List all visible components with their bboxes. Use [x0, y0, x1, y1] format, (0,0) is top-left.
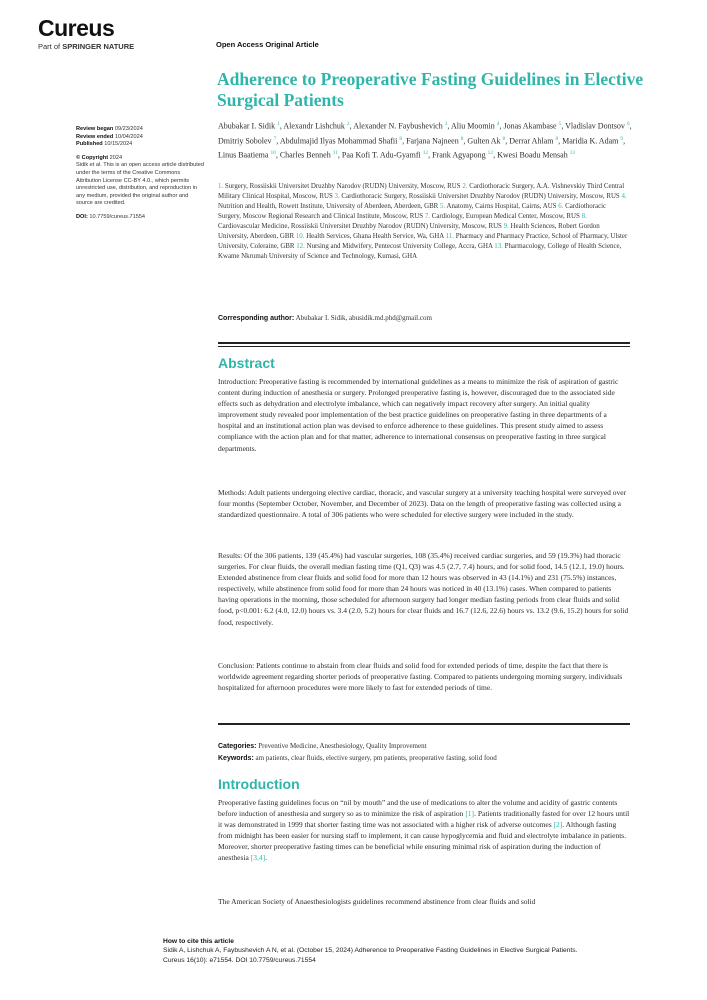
- affiliation-number: 12.: [296, 243, 305, 250]
- abstract-top-rule-thin: [218, 346, 630, 347]
- author-name[interactable]: Frank Agyapong: [432, 150, 486, 160]
- categories-keywords: [218, 741, 630, 764]
- abstract-results: Results: Of the 306 patients, 139 (45.4%) had vascular surgeries, 108 (35.4%) received cardiac surgeries, and 59 (19.3%) had thoracic surgeries. For clear fluids, the overall median fasting time (Q1, Q3) was 4.5 (2.7, 7.4) hours, and for solid food, 14.5 (12.1, 19.0) hours. Extended abstinence from clear fluids and solid food for more than 12 hours was observed in 43 (14.1%) and 231 (75.5%) instances, respectively, while abstinence from solid food for more than 24 hours was noticed in 40 (13.1%) cases. When compared to patients having operations in the morning, those scheduled for afternoon surgery had longer median fasting periods from clear fluids and solid food, p<0.001: 6.2 (4.0, 12.0) hours vs. 3.4 (2.0, 5.2) hours for clear fluids and 16.7 (12.6, 22.6) hours vs. 13.2 (9.6, 15.2) hours for solid food, respectively.: [218, 551, 629, 627]
- author-name[interactable]: Linus Baatiema: [218, 150, 269, 160]
- author-affiliation-number: 4: [496, 121, 500, 127]
- author-name[interactable]: Jonas Akambase: [503, 121, 557, 131]
- affiliation-text: Cardiovascular Medicine, Rossiiskii Universitet Druzhby Narodov (RUDN) University, Moscow, RUS: [218, 223, 502, 230]
- logo-subline: Part of SPRINGER NATURE: [38, 42, 135, 51]
- corresponding-author: Corresponding author: Abubakar I. Sidik, abusidik.md.phd@gmail.com: [218, 314, 432, 322]
- author-affiliation-number: 3: [444, 121, 448, 127]
- affiliation-text: Nutrition and Health, Rowett Institute, University of Aberdeen, Aberdeen, GBR: [218, 203, 439, 210]
- affiliation-text: Pharmacy and Pharmacy Practice, School of Pharmacy, Ulster University, Coleraine, GBR: [218, 233, 628, 250]
- affiliation-number: 7.: [424, 213, 430, 220]
- author-affiliation-number: 13: [569, 150, 576, 157]
- author-affiliation-number: 8: [502, 135, 506, 142]
- affiliation-number: 9.: [503, 223, 509, 230]
- affiliation-number: 5.: [440, 203, 446, 210]
- categories-line: Categories: Preventive Medicine, Anesthesiology, Quality Improvement: [218, 742, 427, 750]
- affiliation-number: 8.: [581, 213, 587, 220]
- affiliation-text: Pharmacology, College of Health Science, Kwame Nkrumah University of Science and Technology, Kumasi, GHA: [218, 243, 622, 260]
- cureus-logo[interactable]: [38, 16, 134, 51]
- article-type-label: Open Access Original Article: [216, 40, 319, 49]
- author-name[interactable]: Aliu Moomin: [450, 121, 495, 131]
- affiliation-number: 11.: [445, 233, 454, 240]
- affiliation-number: 3.: [334, 193, 340, 200]
- how-to-cite: [163, 937, 663, 965]
- logo-wordmark: Cureus: [38, 15, 115, 41]
- author-name[interactable]: Abubakar I. Sidik: [218, 121, 276, 131]
- author-name[interactable]: Alexander N. Faybushevich: [353, 121, 443, 131]
- author-affiliation-number: 12: [422, 150, 429, 157]
- author-affiliation-number: 2: [346, 121, 350, 127]
- keywords-line: Keywords: am patients, clear fluids, elective surgery, pm patients, preoperative fasting, solid food: [218, 753, 497, 762]
- author-name[interactable]: Abdulmajid Ilyas Mohammad Shafii: [279, 136, 398, 146]
- affiliation-text: Cardiothoracic Surgery, A.A. Vishnevskiy Third Central Military Clinical Hospital, Moscow, RUS: [218, 183, 625, 200]
- abstract-conclusion: Conclusion: Patients continue to abstain from clear fluids and solid food for extended periods of time, despite the fact that there is worldwide agreement regarding shorter periods of preoperative fasting. Compared to patients undergoing morning surgery, individuals hospitalized for afternoon procedures were more likely to fast for extended periods of time.: [218, 661, 623, 693]
- author-affiliation-number: 10: [270, 150, 276, 157]
- author-affiliation-number: 8: [399, 135, 403, 142]
- affiliation-number: 6.: [558, 203, 564, 210]
- author-affiliation-number: 8: [460, 135, 464, 142]
- abstract-heading: Abstract: [218, 355, 275, 371]
- author-affiliation-number: 6: [626, 121, 630, 127]
- author-name[interactable]: Dmitriy Sobolev: [218, 136, 272, 146]
- author-name[interactable]: Vladislav Dontsov: [565, 121, 625, 131]
- affiliation-text: Health Sciences, Robert Gordon University, Aberdeen, GBR: [218, 223, 600, 240]
- article-info-sidebar: [76, 126, 206, 228]
- introduction-paragraph-2: The American Society of Anaesthesiologists guidelines recommend abstinence from clear fluids and solid: [218, 897, 536, 906]
- abstract-bottom-rule: [218, 723, 630, 725]
- doi-link[interactable]: 10.7759/cureus.71554: [89, 213, 146, 220]
- affiliation-number: 4.: [621, 193, 627, 200]
- author-name[interactable]: Maridia K. Adam: [562, 136, 619, 146]
- citation-link[interactable]: [2]: [553, 820, 563, 830]
- affiliation-number: 2.: [462, 183, 468, 190]
- how-to-cite-heading: How to cite this article: [163, 938, 234, 945]
- author-list: Abubakar I. Sidik $^1$, Alexandr Lishchuk $^2$, Alexander N. Faybushevich $^3$, Aliu Moomin $^4$, Jonas Akambase $^5$, Vladislav Dontsov $^6$, Dmitriy Sobolev $^7$, Abdulmajid Ilyas Mohammad Shafii $^8$, Farjana Najneen $^8$, Gulten Ak $^8$, Derrar Ahlam $^8$, Maridia K. Adam $^9$, Linus Baatiema $^{10}$, Charles Benneh $^{11}$, Paa Kofi T. Adu-Gyamfi $^{12}$, Frank Agyapong $^{12}$, Kwesi Boadu Mensah $^{13}$: [218, 121, 632, 160]
- affiliation-number: 13.: [494, 243, 503, 250]
- citation-link[interactable]: [1]: [465, 809, 475, 819]
- affiliation-text: Surgery, Rossiiskii Universitet Druzhby Narodov (RUDN) University, Moscow, RUS: [224, 183, 461, 190]
- abstract-introduction: Introduction: Preoperative fasting is recommended by international guidelines as a means to minimize the risk of aspiration of gastric content during induction of anesthesia or surgery. Prolonged preoperative fasting is, however, discouraged due to the associated side effects such as dehydration and electrolyte imbalance, which can negatively impact recovery after surgery. An initial quality improvement study revealed poor implementation of the best practice guidelines on preoperative fasting in three departments of a hospital and an institutional action plan was devised to enforce adherence to these guidelines. This present study aimed to assess compliance with the action plan and for that matter, adherence to international consensus on preoperative fasting in three surgical departments.: [218, 377, 619, 453]
- copyright-block: © Copyright 2024 Sidik et al. This is an open access article distributed under the terms of the Creative Commons Attribution License CC-BY 4.0., which permits unrestricted use, distribution, and reproduction in any medium, provided the original author and source are credited.: [76, 154, 204, 207]
- author-affiliation-number: 5: [558, 121, 562, 127]
- review-dates: Review began 09/23/2024 Review ended 10/04/2024 Published 10/15/2024: [76, 126, 143, 148]
- author-affiliation-number: 8: [555, 135, 559, 142]
- abstract-top-rule: [218, 342, 630, 344]
- affiliation-number: 10.: [295, 233, 305, 240]
- abstract-methods: Methods: Adult patients undergoing elective cardiac, thoracic, and vascular surgery at a university teaching hospital were surveyed over four months (September October, November, and December of 2023). Data on the length of preoperative fasting was collected using a standardized questionnaire. A total of 306 patients who were scheduled for elective surgery were included in the study.: [218, 488, 627, 520]
- introduction-paragraph-1: Preoperative fasting guidelines focus on “nil by mouth” and the use of medications to alter the volume and acidity of gastric contents before induction of anesthesia and surgery so as to minimize the risk of aspiration [1]. Patients traditionally fasted for over 12 hours until it was demonstrated in 1999 that shorter fasting time was not associated with a higher risk of adverse outcomes [2]. Although fasting from midnight has been easier for nursing staff to implement, it can cause hypoglycemia and fluid and electrolyte imbalance in patients. Moreover, shorter preoperative fasting times can be beneficial while ensuring minimal risk of aspiration during the induction of anesthesia [3,4].: [218, 798, 630, 863]
- author-name[interactable]: Gulten Ak: [467, 136, 501, 146]
- article-title: Adherence to Preoperative Fasting Guidelines in Elective Surgical Patients: [217, 69, 644, 110]
- author-affiliation-number: 1: [277, 121, 280, 127]
- affiliation-text: Nursing and Midwifery, Pentecost University College, Accra, GHA: [306, 243, 493, 250]
- affiliation-text: Anatomy, Cairns Hospital, Cairns, AUS: [446, 203, 557, 210]
- citation-line-1: Sidik A, Lishchuk A, Faybushevich A N, et al. (October 15, 2024) Adherence to Preoperative Fasting Guidelines in Elective Surgical Patients.: [163, 947, 578, 955]
- author-name[interactable]: Paa Kofi T. Adu-Gyamfi: [341, 150, 421, 160]
- affiliation-list: [218, 182, 630, 262]
- author-affiliation-number: 9: [620, 135, 624, 142]
- author-name[interactable]: Farjana Najneen: [406, 136, 459, 146]
- author-name[interactable]: Charles Benneh: [279, 150, 331, 160]
- license-text: Sidik et al. This is an open access article distributed under the terms of the Creative Commons Attribution License CC-BY 4.0., which permits unrestricted use, distribution, and reproduction in any medium, provided the original author and source are credited.: [76, 162, 204, 207]
- affiliation-number: 1.: [218, 183, 224, 190]
- author-affiliation-number: 7: [273, 135, 277, 142]
- affiliation-text: Cardiothoracic Surgery, Rossiiskii Universitet Druzhby Narodov (RUDN) University, Moscow, RUS: [341, 193, 620, 200]
- doi-line: DOI: 10.7759/cureus.71554: [76, 213, 146, 220]
- corresponding-author-text[interactable]: Abubakar I. Sidik, abusidik.md.phd@gmail.com: [295, 314, 432, 322]
- author-name[interactable]: Kwesi Boadu Mensah: [497, 150, 568, 160]
- author-name[interactable]: Derrar Ahlam: [509, 136, 554, 146]
- introduction-heading: Introduction: [218, 776, 300, 792]
- affiliation-text: Health Services, Ghana Health Service, Wa, GHA: [306, 233, 444, 240]
- author-name[interactable]: Alexandr Lishchuk: [283, 121, 345, 131]
- author-affiliation-number: 12: [487, 150, 494, 157]
- affiliation-text: Cardiology, European Medical Center, Moscow, RUS: [431, 213, 580, 220]
- author-affiliation-number: 11: [332, 150, 338, 157]
- affiliation-text: Cardiothoracic Surgery, Moscow Regional Research and Clinical Institute, Moscow, RUS: [218, 203, 607, 220]
- citation-line-2: Cureus 16(10): e71554. DOI 10.7759/cureus.71554: [163, 956, 316, 964]
- citation-link[interactable]: [3,4]: [250, 853, 266, 863]
